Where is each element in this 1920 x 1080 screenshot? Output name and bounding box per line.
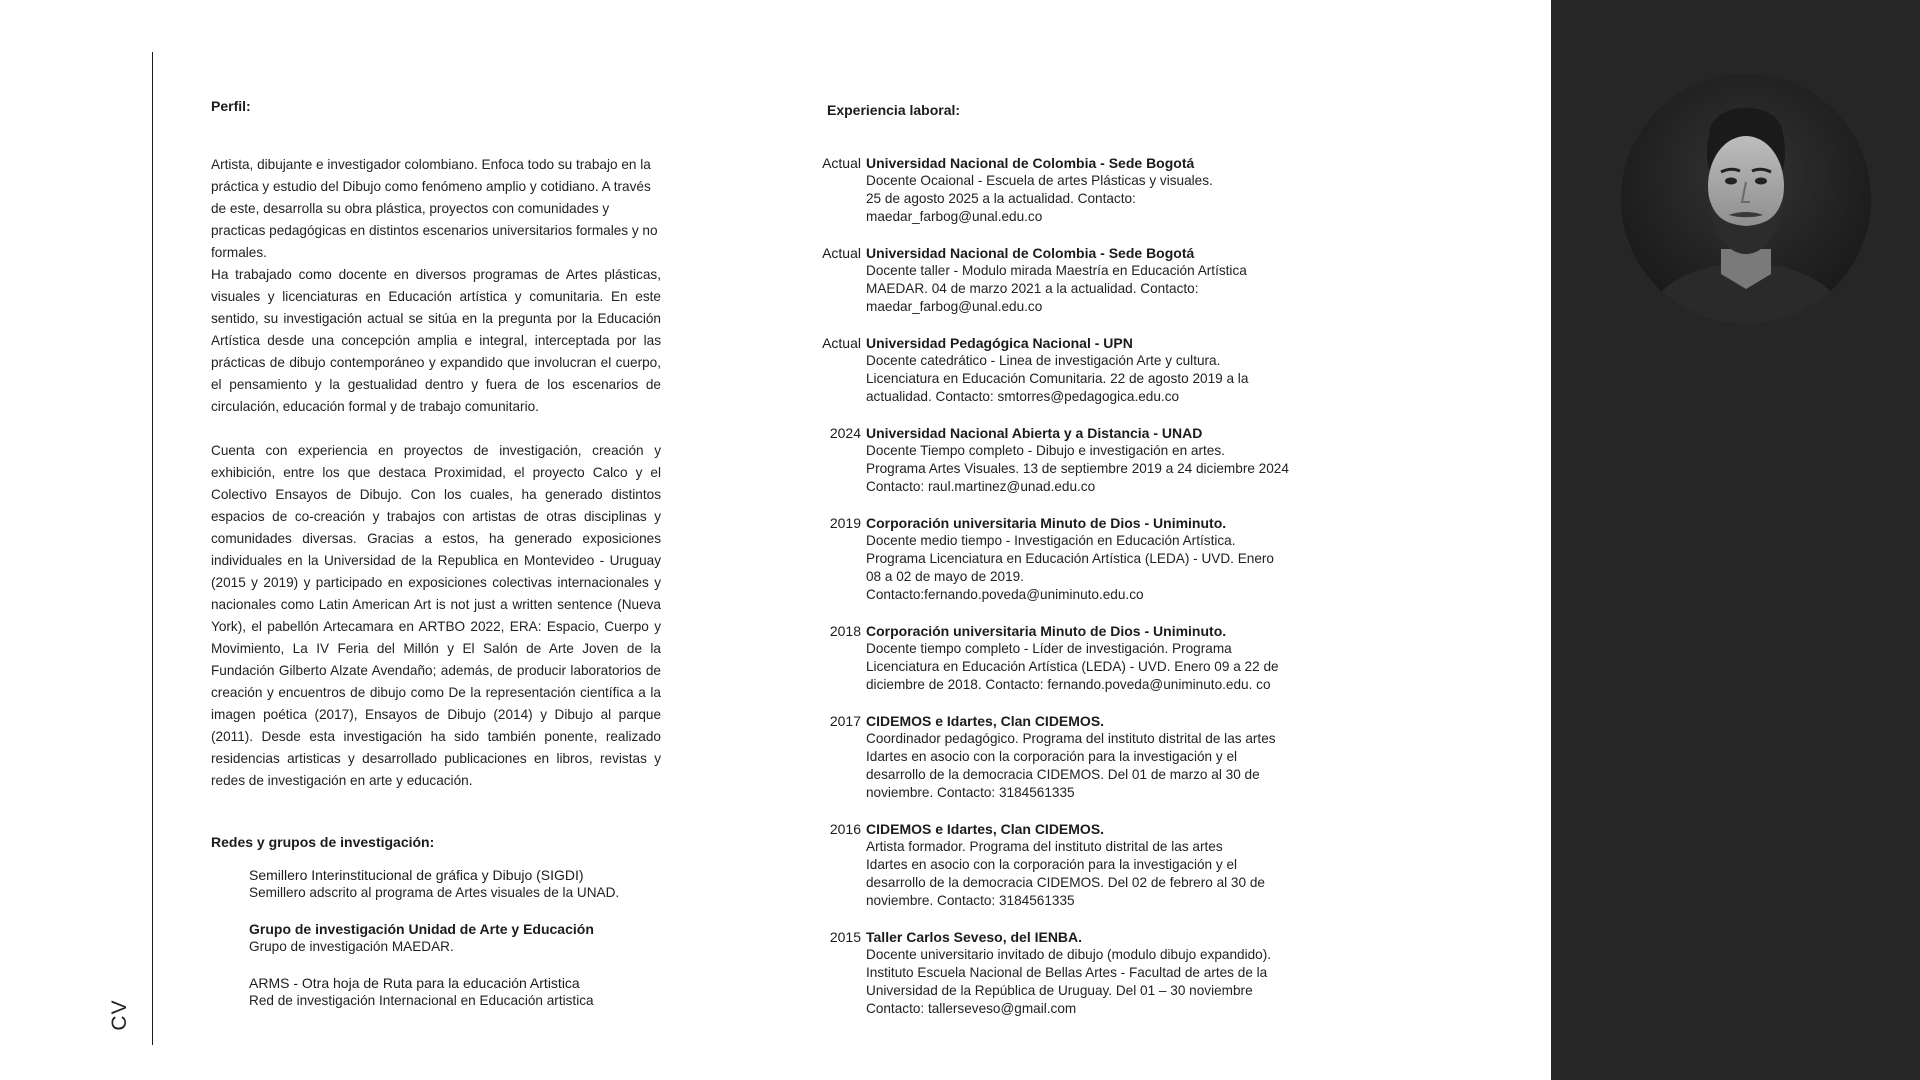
experience-detail-line: Idartes en asocio con la corporación para la investigación y el (866, 857, 1238, 872)
experience-organization: CIDEMOS e Idartes, Clan CIDEMOS. (866, 713, 1105, 729)
experience-item (820, 820, 1300, 910)
experience-list (820, 154, 1300, 1036)
experience-organization: Universidad Pedagógica Nacional - UPN (866, 335, 1133, 351)
experience-detail-line: Artista formador. Programa del instituto distrital de las artes (866, 839, 1223, 854)
experience-organization: Corporación universitaria Minuto de Dios - Uniminuto. (866, 623, 1227, 639)
network-item (249, 974, 669, 1010)
avatar (1621, 74, 1871, 324)
experience-contact: Contacto: raul.martinez@unad.edu.co (866, 479, 1096, 494)
experience-year: 2015 (829, 929, 861, 945)
experience-item (820, 514, 1300, 604)
experience-organization: Corporación universitaria Minuto de Dios - Uniminuto. (866, 515, 1227, 531)
experience-title: Experiencia laboral: (827, 102, 961, 118)
experience-year: 2024 (829, 425, 861, 441)
experience-detail-line: Docente Tiempo completo - Dibujo e investigación en artes. (866, 443, 1225, 458)
network-description: Grupo de investigación MAEDAR. (249, 939, 454, 954)
experience-detail-line: Programa Artes Visuales. 13 de septiembre 2019 a 24 diciembre 2024 (866, 461, 1289, 476)
network-name: Semillero Interinstitucional de gráfica y Dibujo (SIGDI) (249, 867, 584, 883)
experience-contact: maedar_farbog@unal.edu.co (866, 299, 1043, 314)
experience-organization: Universidad Nacional de Colombia - Sede Bogotá (866, 155, 1195, 171)
experience-detail-line: Docente taller - Modulo mirada Maestría en Educación Artística (866, 263, 1247, 278)
experience-item (820, 712, 1300, 802)
experience-detail-line: Docente tiempo completo - Líder de investigación. Programa (866, 641, 1232, 656)
vertical-divider-line (152, 52, 153, 1045)
experience-year: 2017 (829, 713, 861, 729)
experience-item (820, 244, 1300, 316)
experience-contact: diciembre de 2018. Contacto: fernando.poveda@uniminuto.edu. co (866, 677, 1271, 692)
experience-detail-line: Idartes en asocio con la corporación para la investigación y el (866, 749, 1238, 764)
experience-detail-line: Licenciatura en Educación Comunitaria. 22 de agosto 2019 a la (866, 371, 1249, 386)
experience-year: Actual (822, 245, 861, 261)
network-name: ARMS - Otra hoja de Ruta para la educación Artistica (249, 975, 580, 991)
experience-item (820, 154, 1300, 226)
experience-contact: maedar_farbog@unal.edu.co (866, 209, 1043, 224)
experience-organization: Taller Carlos Seveso, del IENBA. (866, 929, 1083, 945)
experience-contact: noviembre. Contacto: 3184561335 (866, 785, 1075, 800)
network-description: Semillero adscrito al programa de Artes visuales de la UNAD. (249, 885, 620, 900)
experience-detail-line: MAEDAR. 04 de marzo 2021 a la actualidad. Contacto: (866, 281, 1199, 296)
experience-year: Actual (822, 155, 861, 171)
experience-contact: Contacto:fernando.poveda@uniminuto.edu.co (866, 587, 1144, 602)
experience-item (820, 424, 1300, 496)
profile-paragraph-3: Cuenta con experiencia en proyectos de investigación, creación y exhibición, entre los que destaca Proximidad, el proyecto Calco y el Colectivo Ensayos de Dibujo. Con los cuales, ha generado distintos espacios de co-creación y trabajos con artistas de otras disciplinas y comunidades diversas. Gracias a estos, ha generado exposiciones individuales en la Universidad de la Republica en Montevideo - Uruguay (2015 y 2019) y participado en exposiciones colectivas internacionales y nacionales como Latin American Art is not just a written sentence (Nueva York), el pabellón Artecamara en ARTBO 2022, ERA: Espacio, Cuerpo y Movimiento, La IV Feria del Millón y El Salón de Arte Joven de la Fundación Gilberto Alzate Avendaño; además, de producir laboratorios de creación y encuentros de dibujo como De la representación científica a la imagen poética (2017), Ensayos de Dibujo (2014) y Dibujo al parque (2011). Desde esta investigación ha sido también ponente, realizado residencias artisticas y desarrollado publicaciones en libros, revistas y redes de investigación en arte y educación. (211, 443, 661, 788)
network-name: Grupo de investigación Unidad de Arte y Educación (249, 921, 594, 937)
experience-detail-line: Universidad de la República de Uruguay. Del 01 – 30 noviembre (866, 983, 1253, 998)
experience-detail-line: Docente universitario invitado de dibujo (modulo dibujo expandido). (866, 947, 1272, 962)
profile-paragraph-2: Ha trabajado como docente en diversos programas de Artes plásticas, visuales y licenciaturas en Educación artística y comunitaria. En este sentido, su investigación actual se sitúa en la pregunta por la Educación Artística desde una concepción amplia e integral, interceptada por las prácticas de dibujo contemporáneo y expandido que involucran el cuerpo, el pensamiento y la gestualidad dentro y fuera de los escenarios de circulación, educación formal y de trabajo comunitario. (211, 267, 661, 414)
cv-side-label: CV (108, 999, 131, 1031)
experience-contact: Contacto: tallerseveso@gmail.com (866, 1001, 1077, 1016)
experience-year: Actual (822, 335, 861, 351)
networks-list (249, 866, 669, 1028)
experience-contact: actualidad. Contacto: smtorres@pedagogica.edu.co (866, 389, 1180, 404)
experience-item (820, 334, 1300, 406)
experience-detail-line: 25 de agosto 2025 a la actualidad. Contacto: (866, 191, 1136, 206)
experience-year: 2019 (829, 515, 861, 531)
experience-detail-line: Docente catedrático - Linea de investigación Arte y cultura. (866, 353, 1221, 368)
networks-title: Redes y grupos de investigación: (211, 834, 435, 850)
experience-organization: CIDEMOS e Idartes, Clan CIDEMOS. (866, 821, 1105, 837)
experience-year: 2018 (829, 623, 861, 639)
experience-detail-line: Coordinador pedagógico. Programa del instituto distrital de las artes (866, 731, 1276, 746)
experience-contact: noviembre. Contacto: 3184561335 (866, 893, 1075, 908)
network-description: Red de investigación Internacional en Educación artistica (249, 993, 594, 1008)
experience-detail-line: desarrollo de la democracia CIDEMOS. Del 01 de marzo al 30 de (866, 767, 1260, 782)
experience-detail-line: Licenciatura en Educación Artística (LEDA) - UVD. Enero 09 a 22 de (866, 659, 1279, 674)
experience-organization: Universidad Nacional Abierta y a Distancia - UNAD (866, 425, 1203, 441)
network-item (249, 866, 669, 902)
experience-item (820, 622, 1300, 694)
profile-title: Perfil: (211, 98, 251, 114)
profile-paragraph-1: Artista, dibujante e investigador colombiano. Enfoca todo su trabajo en la práctica y estudio del Dibujo como fenómeno amplio y cotidiano. A través de este, desarrolla su obra plástica, proyectos con comunidades y practicas pedagógicas en distintos escenarios universitarios formales y no formales. (211, 157, 658, 260)
experience-item (820, 928, 1300, 1018)
experience-organization: Universidad Nacional de Colombia - Sede Bogotá (866, 245, 1195, 261)
experience-detail-line: Docente Ocaional - Escuela de artes Plásticas y visuales. (866, 173, 1213, 188)
portrait-photo (1621, 74, 1871, 324)
experience-detail-line: Docente medio tiempo - Investigación en Educación Artística. (866, 533, 1236, 548)
experience-detail-line: Programa Licenciatura en Educación Artística (LEDA) - UVD. Enero (866, 551, 1274, 566)
network-item (249, 920, 669, 956)
experience-year: 2016 (829, 821, 861, 837)
experience-detail-line: 08 a 02 de mayo de 2019. (866, 569, 1024, 584)
experience-detail-line: desarrollo de la democracia CIDEMOS. Del 02 de febrero al 30 de (866, 875, 1265, 890)
experience-detail-line: Instituto Escuela Nacional de Bellas Artes - Facultad de artes de la (866, 965, 1268, 980)
